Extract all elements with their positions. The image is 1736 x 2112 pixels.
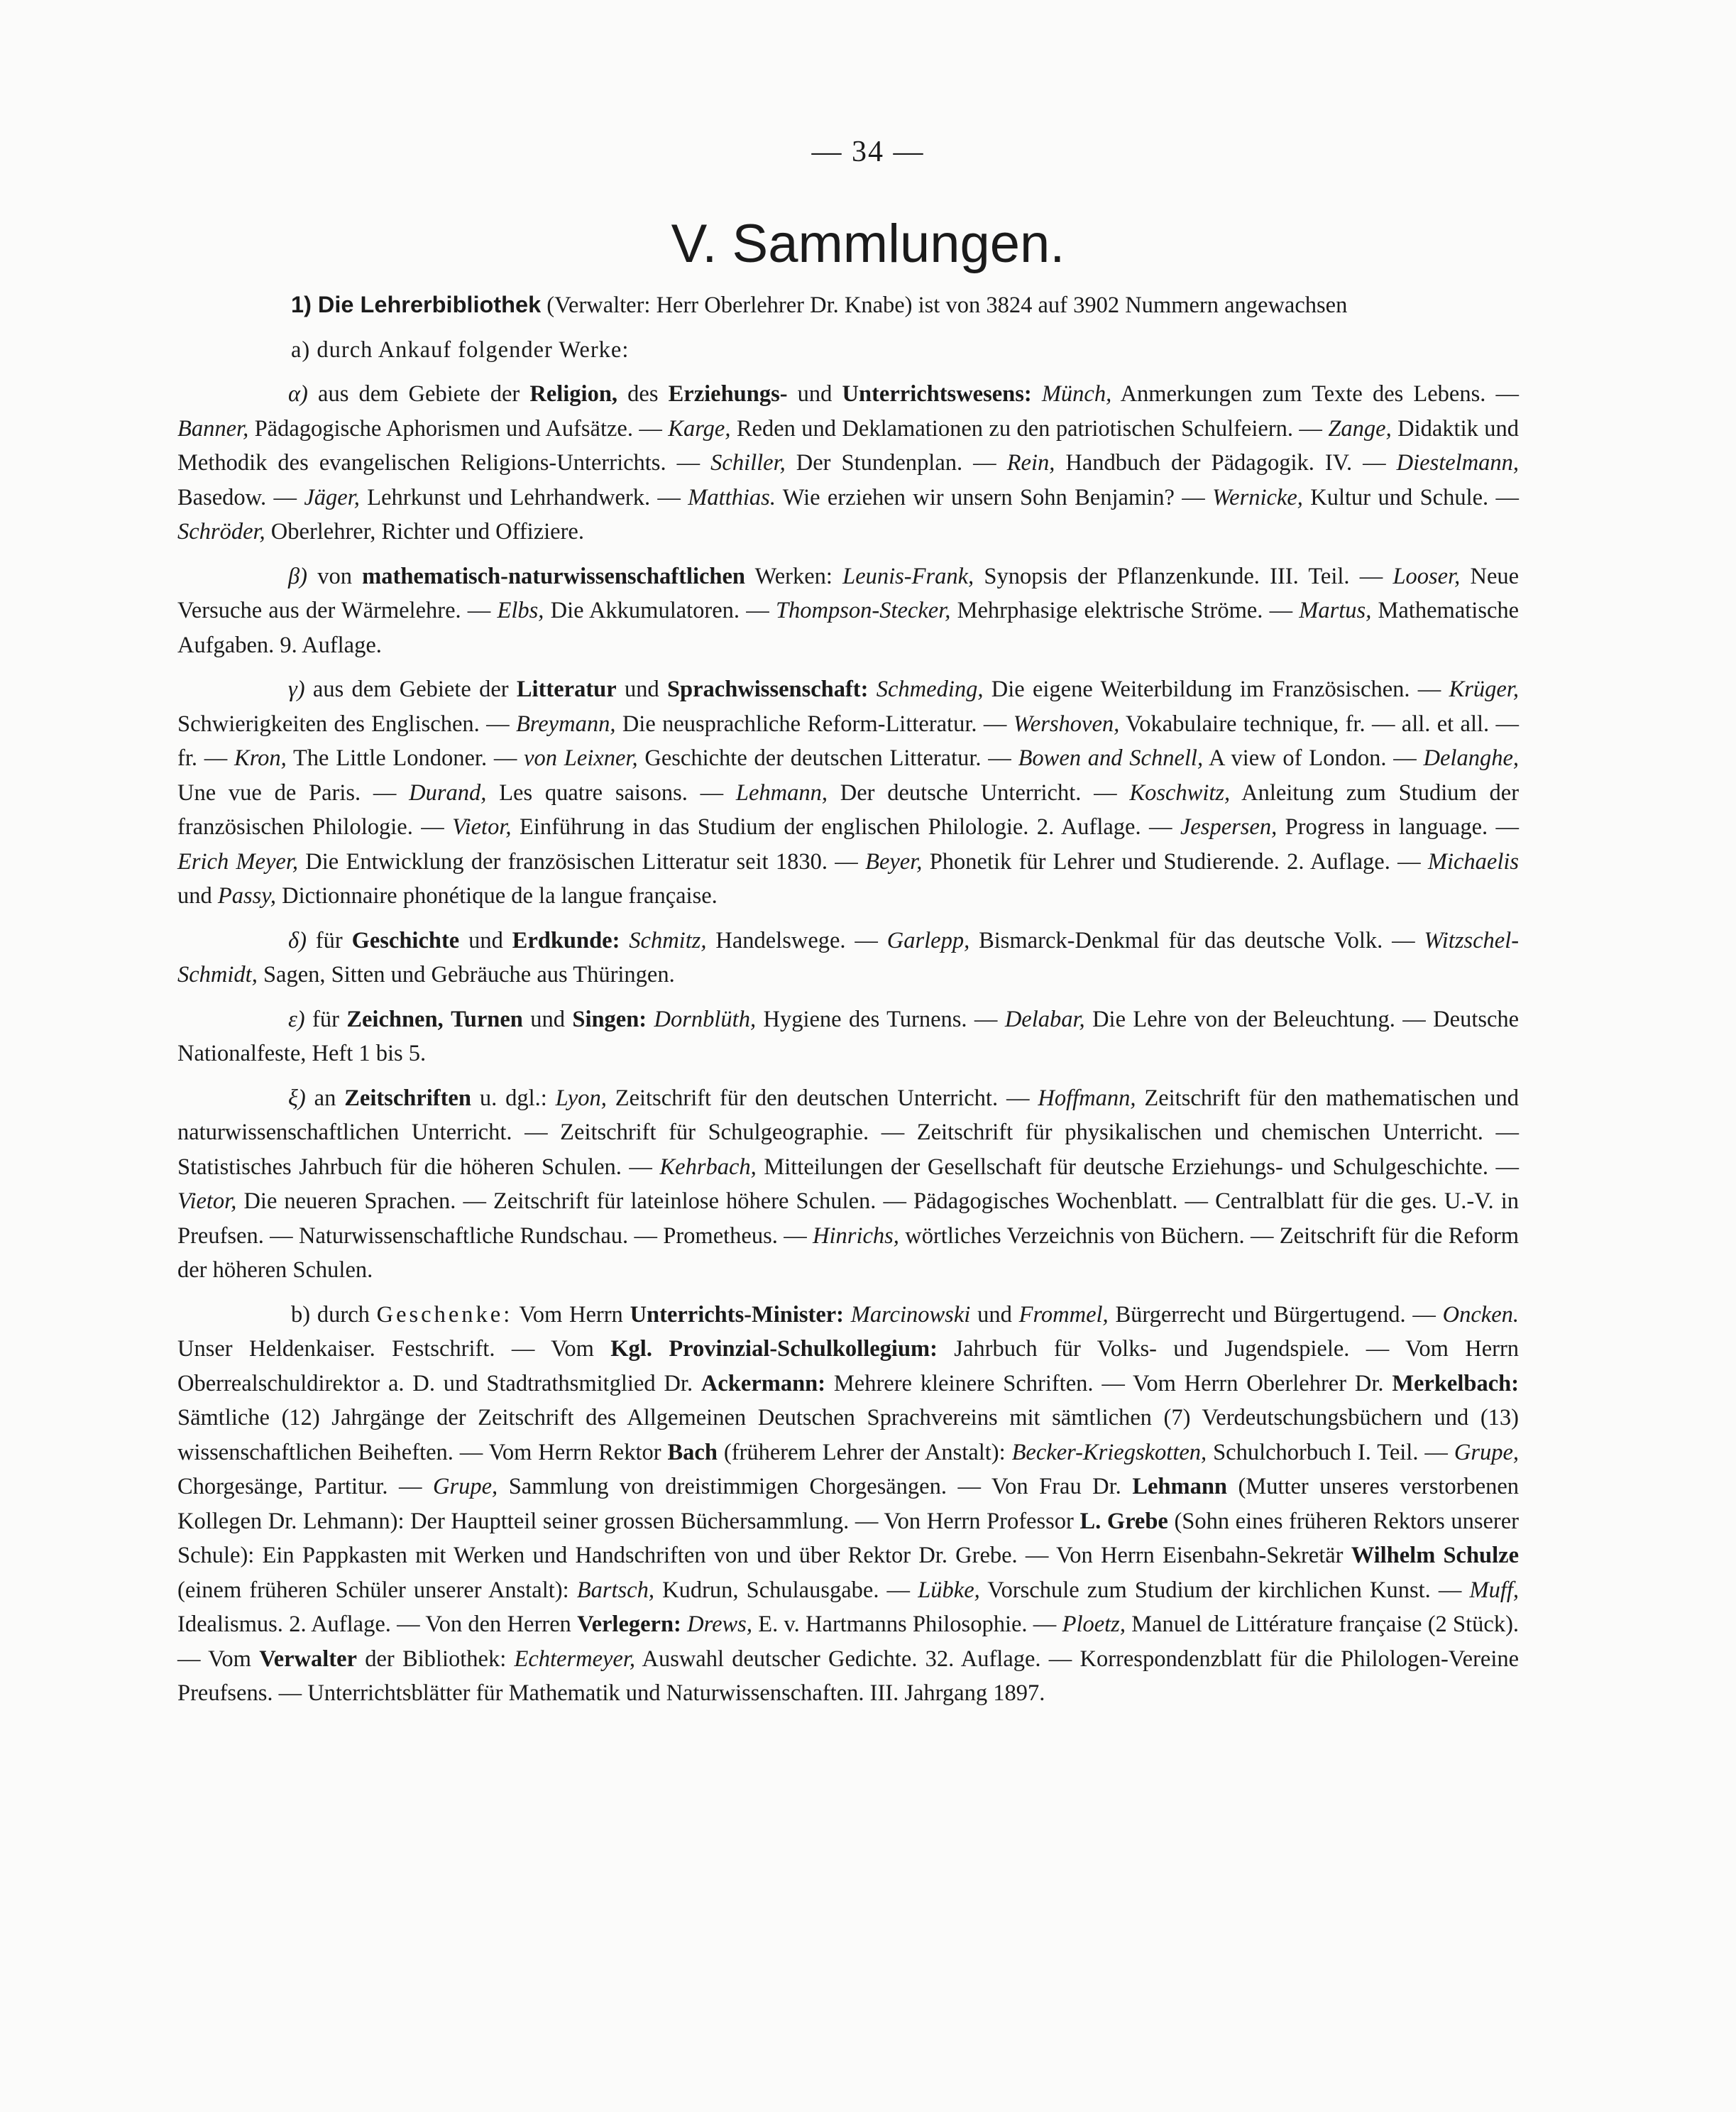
text-span: Handbuch der Pädagogik. IV. — <box>1065 450 1386 476</box>
text-span: Kehrbach, <box>659 1154 757 1180</box>
text-span: Mathematische Aufgaben. 9. Auflage. <box>177 598 1520 658</box>
section-1-text: (Verwalter: Herr Oberlehrer Dr. Knabe) ist von 3824 auf 3902 Nummern angewachsen <box>546 292 1348 318</box>
text-span: Bach <box>667 1439 718 1465</box>
text-span: Krüger, <box>1449 677 1519 702</box>
text-span: Neue Versuche aus der Wärmelehre. — <box>177 563 1520 623</box>
text-span: Handelswege. — <box>715 927 878 953</box>
text-span: und <box>530 1006 565 1032</box>
text-span: Zeichnen, <box>346 1006 444 1032</box>
text-span: Phonetik für Lehrer und Studierende. 2. Auflage. — <box>929 848 1421 875</box>
text-span: Schiller, <box>710 450 786 476</box>
text-span: Religion, <box>529 381 618 407</box>
text-span: Geschenke: <box>376 1301 513 1328</box>
text-span: Beyer, <box>865 848 923 875</box>
text-span: von <box>317 563 352 589</box>
text-span: Karge, <box>668 415 731 442</box>
text-span: Vokabulaire technique, fr. — all. et all. — fr. — <box>177 711 1520 771</box>
text-span: Garlepp, <box>886 927 970 953</box>
text-span: des <box>627 381 659 407</box>
text-span: Les quatre saisons. — <box>499 779 724 806</box>
text-span: Grupe, <box>433 1474 498 1499</box>
text-span: Wershoven, <box>1013 711 1120 737</box>
text-span: Progress in language. — <box>1285 814 1520 840</box>
text-span: Durand, <box>409 779 487 806</box>
text-span: Verwalter <box>259 1646 357 1672</box>
text-span: Witzschel-Schmidt, <box>177 927 1520 987</box>
epsilon-paragraph <box>177 1002 1519 1071</box>
text-span: Oncken. <box>1442 1301 1520 1328</box>
text-span: Wilhelm Schulze <box>1351 1543 1520 1568</box>
text-span: Chorgesänge, Partitur. — <box>177 1474 422 1499</box>
text-span: Marcinowski <box>850 1301 971 1328</box>
text-span: Lehmann, <box>735 779 828 806</box>
text-span: Münch, <box>1041 381 1112 407</box>
text-span: Schmitz, <box>629 927 707 953</box>
text-span: Merkelbach: <box>1392 1370 1520 1396</box>
subsection-b-paragraph <box>177 1298 1519 1711</box>
text-span: (Mutter unseres verstorbenen Kollegen Dr. Lehmann): Der Hauptteil seiner grossen Büchersammlung. — Von Herrn Professor <box>177 1474 1520 1534</box>
text-span: ξ) <box>288 1085 306 1111</box>
text-span: Oberlehrer, Richter und Offiziere. <box>270 519 584 545</box>
gamma-paragraph <box>177 672 1519 914</box>
text-span: Werken: <box>754 563 833 589</box>
text-span: Diestelmann, <box>1396 450 1520 476</box>
text-span: Ploetz, <box>1062 1612 1126 1637</box>
text-span: Vom Herrn <box>519 1301 623 1328</box>
text-span: Didaktik und Methodik des evangelischen Religions-Unterrichts. — <box>177 415 1519 476</box>
text-span: Bürgerrecht und Bürgertugend. — <box>1115 1301 1436 1328</box>
text-span: Hoffmann, <box>1038 1085 1136 1111</box>
text-span: Kultur und Schule. — <box>1310 484 1519 510</box>
text-span: an <box>314 1085 336 1111</box>
text-span: Die eigene Weiterbildung im Französischen. — <box>991 677 1441 702</box>
text-span: und <box>977 1301 1012 1328</box>
text-span: Der deutsche Unterricht. — <box>840 779 1117 806</box>
text-span: Erdkunde: <box>512 927 620 953</box>
text-span: Bowen and Schnell, <box>1018 745 1204 771</box>
text-span: b) durch <box>291 1301 370 1328</box>
subsection-a-intro: a) durch Ankauf folgender Werke: <box>291 337 630 363</box>
text-span: Singen: <box>572 1006 647 1032</box>
page-number: — 34 — <box>811 136 925 168</box>
text-span: Schröder, <box>177 519 265 545</box>
text-span: Vorschule zum Studium der kirchlichen Kunst. — <box>987 1577 1462 1603</box>
text-span: und <box>468 927 503 953</box>
text-span: Mehrere kleinere Schriften. — Vom Herrn Oberlehrer Dr. <box>833 1370 1384 1396</box>
text-span: Die neusprachliche Reform-Litteratur. — <box>622 711 1007 737</box>
text-span: (einem früheren Schüler unserer Anstalt): <box>177 1577 569 1603</box>
text-span: Zeitschrift für den mathematischen und naturwissenschaftlichen Unterricht. — Zeitschrift für Schulgeographie. — Zeitschrift für physikalischen und chemischen Unterricht. — Statistisches Jahrbuch für die höheren Schulen. — <box>177 1085 1520 1180</box>
text-span: aus dem Gebiete der <box>312 677 509 702</box>
text-span: Basedow. — <box>177 484 297 510</box>
text-span: Unser Heldenkaiser. Festschrift. — Vom <box>177 1336 594 1362</box>
text-span: Schulchorbuch I. Teil. — <box>1213 1439 1448 1465</box>
text-span: Sprachwissenschaft: <box>666 677 869 702</box>
text-span: Geschichte <box>351 927 460 953</box>
text-span: Lehmann <box>1132 1474 1227 1499</box>
text-span: Une vue de Paris. — <box>177 779 397 806</box>
text-span: u. dgl.: <box>479 1085 547 1111</box>
text-span: Unterrichtswesens: <box>842 381 1032 407</box>
text-span: Erziehungs- <box>668 381 788 407</box>
text-span: Muff, <box>1469 1577 1520 1603</box>
text-span: Jahrbuch für Volks- und Jugendspiele. — Vom Herrn Oberrealschuldirektor a. D. und Stadtrathsmitglied Dr. <box>177 1336 1520 1396</box>
delta-paragraph <box>177 924 1519 992</box>
section-1-label: 1) Die Lehrerbibliothek <box>291 292 542 317</box>
text-span: Kudrun, Schulausgabe. — <box>662 1577 911 1603</box>
text-span: Turnen <box>451 1006 523 1032</box>
text-span: Matthias. <box>688 484 776 510</box>
text-span: aus dem Gebiete der <box>318 381 520 407</box>
text-span: Delanghe, <box>1423 745 1519 771</box>
text-span: für <box>315 927 343 953</box>
text-span: α) <box>288 381 308 407</box>
text-span: Lehrkunst und Lehrhandwerk. — <box>367 484 681 510</box>
text-span: für <box>312 1006 339 1032</box>
page-title: V. Sammlungen. <box>671 214 1065 274</box>
text-span: Anmerkungen zum Texte des Lebens. — <box>1120 381 1519 407</box>
text-span: Zeitschrift für den deutschen Unterricht. — <box>615 1085 1030 1111</box>
text-span: Bismarck-Denkmal für das deutsche Volk. — <box>979 927 1415 953</box>
text-span: Pädagogische Aphorismen und Aufsätze. — <box>254 415 662 442</box>
text-span: Synopsis der Pflanzenkunde. III. Teil. — <box>984 563 1383 589</box>
text-span: Thompson-Stecker, <box>775 598 951 623</box>
text-span: Erich Meyer, <box>177 848 298 875</box>
text-span: Rein, <box>1006 450 1055 476</box>
text-span: Grupe, <box>1454 1439 1520 1465</box>
text-span: Breymann, <box>515 711 616 737</box>
text-span: Sammlung von dreistimmigen Chorgesängen. — Von Frau Dr. <box>508 1474 1121 1499</box>
text-span: Wie erziehen wir unsern Sohn Benjamin? — <box>782 484 1205 510</box>
text-span: Passy, <box>217 883 277 909</box>
text-span: der Bibliothek: <box>365 1646 507 1672</box>
text-span: Ackermann: <box>701 1370 826 1396</box>
text-span: β) <box>288 563 308 589</box>
text-span: Banner, <box>177 415 249 442</box>
text-span: γ) <box>288 677 305 702</box>
text-span: und <box>797 381 833 407</box>
text-span: Leunis-Frank, <box>842 563 974 589</box>
text-span: Der Stundenplan. — <box>796 450 996 476</box>
text-span: Vietor, <box>177 1188 237 1214</box>
text-span: Anleitung zum Studium der französischen Philologie. — <box>177 779 1520 840</box>
text-span: The Little Londoner. — <box>292 745 517 771</box>
alpha-paragraph <box>177 377 1519 549</box>
text-span: Dictionnaire phonétique de la langue française. <box>282 883 718 909</box>
text-span: E. v. Hartmanns Philosophie. — <box>758 1612 1057 1637</box>
page-body <box>177 288 1519 1721</box>
text-span: Kron, <box>234 745 287 771</box>
text-span: Martus, <box>1299 598 1372 623</box>
text-span: Hygiene des Turnens. — <box>763 1006 998 1032</box>
text-span: Lyon, <box>555 1085 607 1111</box>
text-span: Verlegern: <box>577 1612 681 1637</box>
text-span: Becker-Kriegskotten, <box>1011 1439 1207 1465</box>
text-span: Unterrichts-Minister: <box>630 1301 844 1328</box>
text-span: von Leixner, <box>524 745 638 771</box>
text-span: Geschichte der deutschen Litteratur. — <box>644 745 1011 771</box>
text-span: Lübke, <box>918 1577 980 1603</box>
text-span: Idealismus. 2. Auflage. — Von den Herren <box>177 1612 571 1637</box>
text-span: Koschwitz, <box>1129 779 1231 806</box>
text-span: Kgl. Provinzial-Schulkollegium: <box>610 1336 938 1362</box>
text-span: Dornblüth, <box>654 1006 757 1032</box>
text-span: Sagen, Sitten und Gebräuche aus Thüringen. <box>263 962 675 987</box>
beta-paragraph <box>177 559 1519 663</box>
text-span: (früherem Lehrer der Anstalt): <box>723 1439 1006 1465</box>
text-span: L. Grebe <box>1079 1508 1168 1534</box>
text-span: Bartsch, <box>576 1577 654 1603</box>
text-span: Jäger, <box>304 484 360 510</box>
text-span: und <box>177 883 212 909</box>
text-span: δ) <box>288 927 307 953</box>
text-span: Echtermeyer, <box>514 1646 636 1672</box>
text-span: Zange, <box>1328 415 1392 442</box>
text-span: Jespersen, <box>1180 814 1278 840</box>
text-span: Auswahl deutscher Gedichte. 32. Auflage. — Korrespondenzblatt für die Philologen-Vereine Preufsens. — Unterrichtsblätter für Mathematik und Naturwissenschaften. III. Jahrgang 1897. <box>177 1646 1520 1706</box>
text-span: Frommel, <box>1018 1301 1109 1328</box>
text-span: Einführung in das Studium der englischen Philologie. 2. Auflage. — <box>519 814 1172 840</box>
text-span: Manuel de Littérature française (2 Stück). — Vom <box>177 1612 1520 1672</box>
text-span: Schmeding, <box>876 677 984 702</box>
text-span: Die Entwicklung der französischen Litteratur seit 1830. — <box>305 848 858 875</box>
text-span: Delabar, <box>1004 1006 1085 1032</box>
text-span: wörtliches Verzeichnis von Büchern. — Zeitschrift für die Reform der höheren Schulen. <box>177 1222 1520 1283</box>
text-span: A view of London. — <box>1209 745 1417 771</box>
text-span: Vietor, <box>452 814 512 840</box>
text-span: Schwierigkeiten des Englischen. — <box>177 711 510 737</box>
zeta-paragraph <box>177 1081 1519 1288</box>
section-1-intro <box>177 288 1519 323</box>
text-span: Sämtliche (12) Jahrgänge der Zeitschrift des Allgemeinen Deutschen Sprachvereins mit sämtlichen (7) Verdeutschungsbüchern und (13) wissenschaftlichen Beiheften. — Vom Herrn Rektor <box>177 1405 1519 1465</box>
text-span: Litteratur <box>516 677 617 702</box>
text-span: Mitteilungen der Gesellschaft für deutsche Erziehungs- und Schulgeschichte. — <box>764 1154 1520 1180</box>
text-span: Drews, <box>687 1612 752 1637</box>
text-span: Die Akkumulatoren. — <box>550 598 769 623</box>
text-span: und <box>624 677 659 702</box>
text-span: Die neueren Sprachen. — Zeitschrift für lateinlose höhere Schulen. — Pädagogisches Wochenblatt. — Centralblatt für die ges. U.-V. in Preufsen. — Naturwissenschaftliche Rundschau. — Prometheus. — <box>177 1188 1519 1249</box>
text-span: (Sohn eines früheren Rektors unserer Schule): Ein Pappkasten mit Werken und Handschriften von und über Rektor Dr. Grebe. — Von Herrn Eisenbahn-Sekretär <box>177 1508 1519 1568</box>
text-span: Looser, <box>1392 563 1461 589</box>
text-span: Hinrichs, <box>813 1222 899 1249</box>
text-span: Zeitschriften <box>344 1085 471 1111</box>
text-span: ε) <box>288 1006 305 1032</box>
text-span: Wernicke, <box>1212 484 1303 510</box>
text-span: Michaelis <box>1427 848 1520 875</box>
text-span: Mehrphasige elektrische Ströme. — <box>957 598 1293 623</box>
text-span: Elbs, <box>497 598 544 623</box>
text-span: Die Lehre von der Beleuchtung. — Deutsche Nationalfeste, Heft 1 bis 5. <box>177 1006 1520 1066</box>
text-span: Reden und Deklamationen zu den patriotischen Schulfeiern. — <box>736 415 1322 442</box>
text-span: mathematisch-naturwissenschaftlichen <box>362 563 746 589</box>
